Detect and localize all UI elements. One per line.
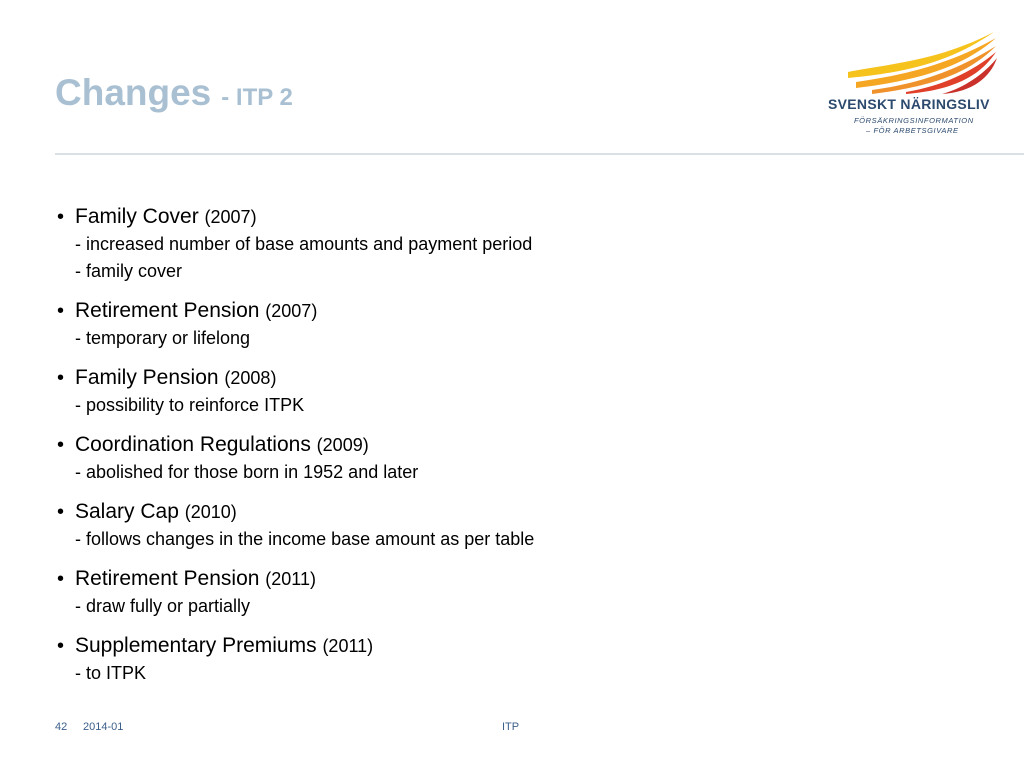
bullet-icon: • <box>57 501 65 523</box>
slide-title <box>55 74 293 111</box>
item-detail: - abolished for those born in 1952 and later <box>75 462 419 482</box>
item-title: Salary Cap <box>75 500 179 523</box>
item-title: Family Pension <box>75 366 219 389</box>
item-title: Retirement Pension <box>75 299 260 322</box>
item-heading <box>75 297 957 325</box>
title-main: Changes <box>55 72 212 113</box>
item-heading <box>75 632 957 660</box>
footer-center-label: ITP <box>502 721 520 733</box>
bullet-icon: • <box>57 434 65 456</box>
logo-tagline-1: FÖRSÄKRINGSINFORMATION <box>854 116 974 125</box>
item-year: (2011) <box>322 636 374 656</box>
item-title: Family Cover <box>75 205 199 228</box>
item-year: (2008) <box>224 368 277 388</box>
list-item <box>57 431 957 486</box>
item-heading <box>75 364 957 392</box>
title-subtitle: - ITP 2 <box>221 84 293 111</box>
item-detail: - temporary or lifelong <box>75 328 251 348</box>
item-detail: - to ITPK <box>75 663 147 683</box>
item-year: (2009) <box>316 435 369 455</box>
item-year: (2011) <box>265 569 316 589</box>
list-item <box>57 297 957 352</box>
list-item <box>57 498 957 553</box>
item-detail: - family cover <box>75 261 183 281</box>
footer-date: 2014-01 <box>83 721 124 733</box>
item-detail: - follows changes in the income base amount as per table <box>75 529 535 549</box>
item-detail: - possibility to reinforce ITPK <box>75 395 305 415</box>
bullet-icon: • <box>57 635 65 657</box>
item-year: (2007) <box>265 301 318 321</box>
list-item <box>57 565 957 620</box>
logo-tagline-2: – FÖR ARBETSGIVARE <box>866 126 959 135</box>
company-logo <box>822 28 1002 138</box>
item-year: (2007) <box>204 207 257 227</box>
item-detail: - draw fully or partially <box>75 596 251 616</box>
bullet-icon: • <box>57 300 65 322</box>
item-heading <box>75 203 957 231</box>
item-detail: - increased number of base amounts and payment period <box>75 234 533 254</box>
bullet-icon: • <box>57 206 65 228</box>
footer-page-number: 42 <box>55 721 68 733</box>
bullet-icon: • <box>57 568 65 590</box>
logo-name: SVENSKT NÄRINGSLIV <box>828 96 990 112</box>
item-title: Supplementary Premiums <box>75 634 317 657</box>
list-item <box>57 203 957 285</box>
item-heading <box>75 498 957 526</box>
item-title: Retirement Pension <box>75 567 260 590</box>
bullet-icon: • <box>57 367 65 389</box>
item-year: (2010) <box>184 502 237 522</box>
item-heading <box>75 565 957 593</box>
bullet-list <box>57 203 957 699</box>
list-item <box>57 632 957 687</box>
logo-flame-icon <box>846 28 998 94</box>
list-item <box>57 364 957 419</box>
title-divider <box>55 153 1024 155</box>
item-heading <box>75 431 957 459</box>
item-title: Coordination Regulations <box>75 433 311 456</box>
